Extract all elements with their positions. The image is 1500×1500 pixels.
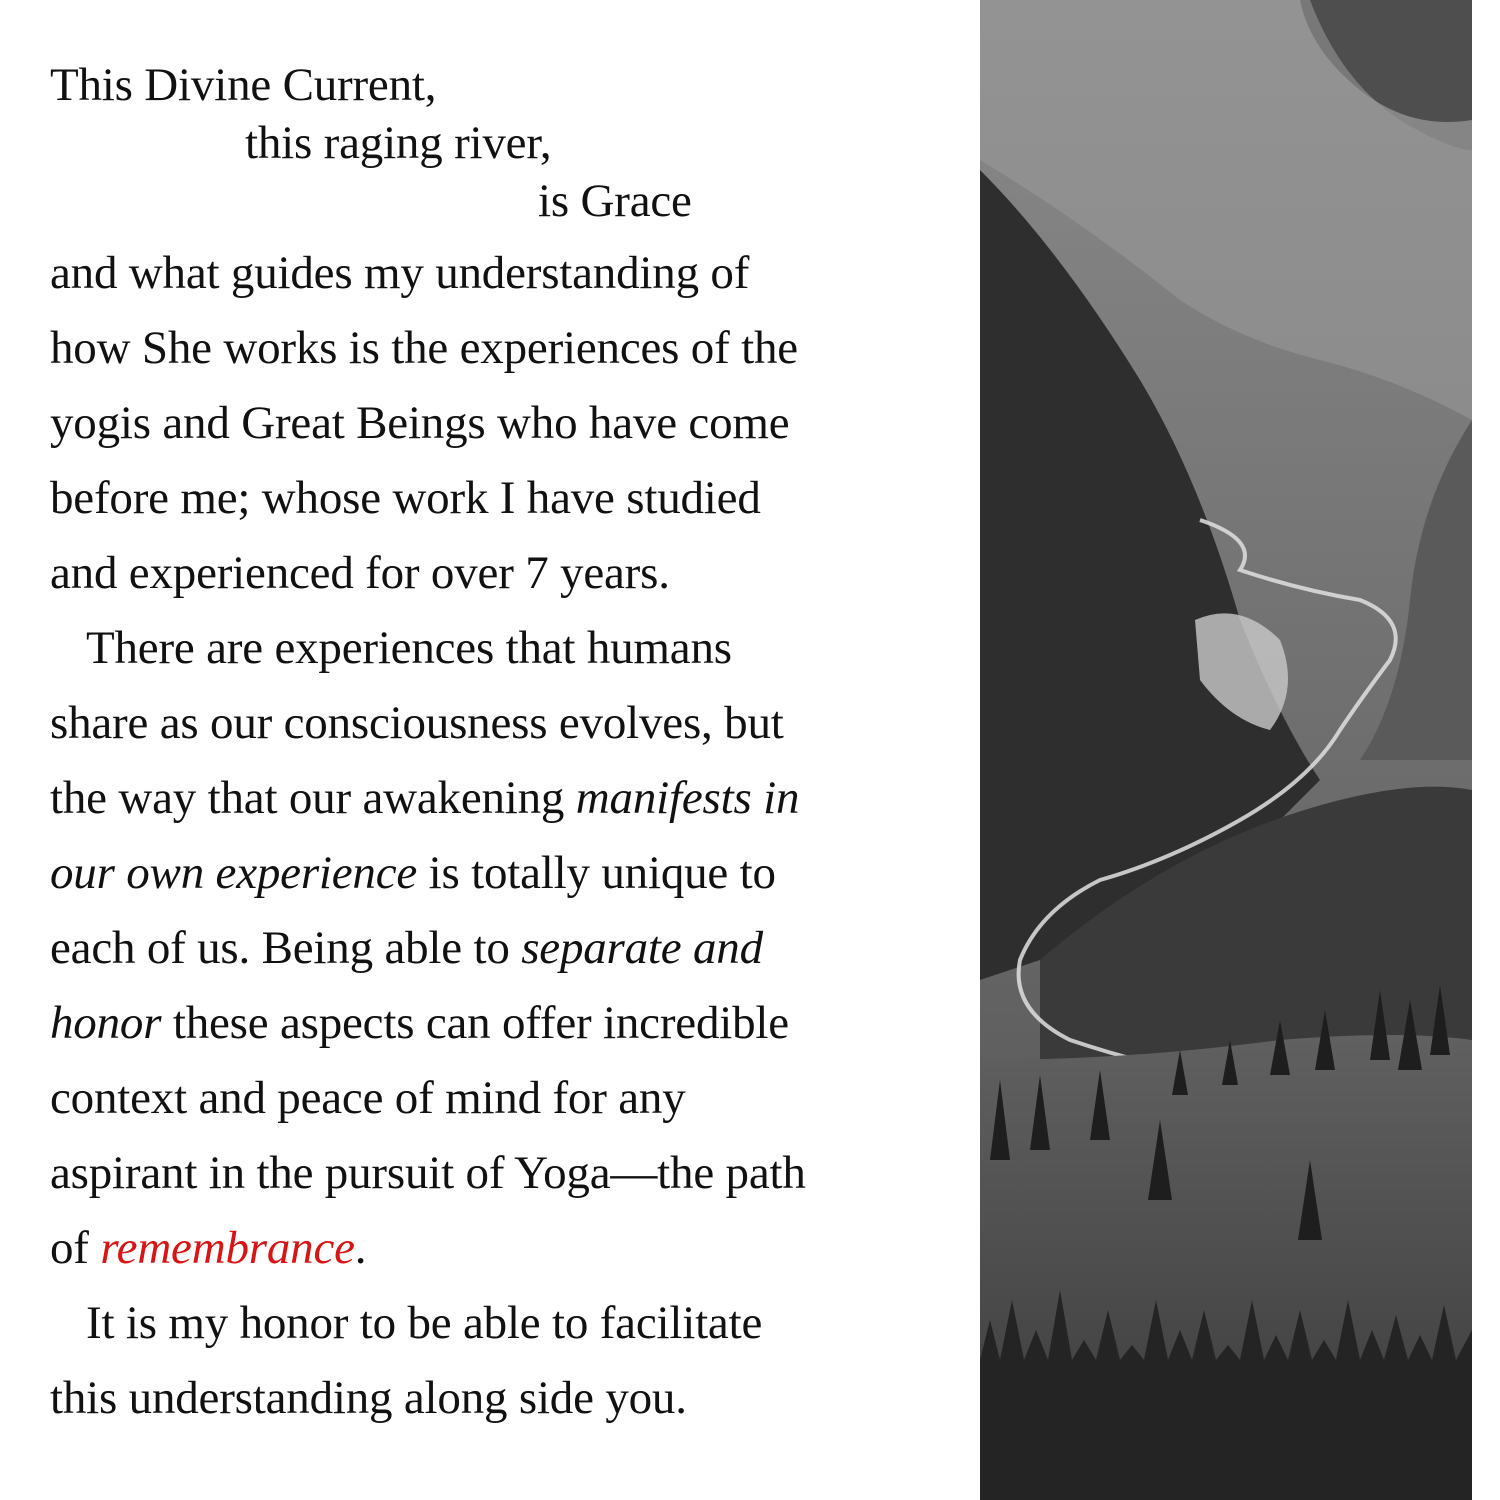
text-column [50, 56, 950, 1436]
para1-line-2: how She works is the experiences of the [50, 322, 798, 374]
mountain-valley-photo [980, 0, 1472, 1500]
emphasis-honor: honor [50, 997, 162, 1049]
heading-line-1: This Divine Current, [50, 59, 437, 111]
para2-line-5-text: each of us. Being able to [50, 922, 522, 974]
para2-line-9 [50, 1211, 950, 1286]
heading-line-2: this raging river, [245, 117, 552, 169]
paragraph-2 [50, 611, 950, 1286]
paragraph-3 [50, 1286, 950, 1436]
para2-line-6 [50, 986, 950, 1061]
para2-line-3 [50, 761, 950, 836]
para2-line-2: share as our consciousness evolves, but [50, 697, 784, 749]
para2-line-8: aspirant in the pursuit of Yoga—the path [50, 1147, 806, 1199]
para1-line-3: yogis and Great Beings who have come [50, 397, 790, 449]
para2-line-5 [50, 911, 950, 986]
emphasis-manifests: manifests in [575, 772, 800, 824]
poem-heading [50, 56, 950, 230]
para1-line-4: before me; whose work I have studied [50, 472, 761, 524]
emphasis-separate-and: separate and [521, 922, 763, 974]
mountain-valley-photo-icon [980, 0, 1472, 1500]
para1-line-1: and what guides my understanding of [50, 247, 750, 299]
para2-line-3-text: the way that our awakening [50, 772, 576, 824]
para1-line-5: and experienced for over 7 years. [50, 547, 670, 599]
emphasis-own-experience: our own experience [50, 847, 418, 899]
para2-line-4-text: is totally unique to [417, 847, 776, 899]
paragraph-1 [50, 236, 950, 611]
para2-line-6-text: these aspects can offer incredible [161, 997, 789, 1049]
heading-line-3: is Grace [538, 175, 692, 227]
para2-line-7: context and peace of mind for any [50, 1072, 686, 1124]
para2-line-9-text: of [50, 1222, 101, 1274]
para2-line-9-period: . [354, 1222, 367, 1274]
para2-line-4 [50, 836, 950, 911]
accent-remembrance: remembrance [100, 1222, 355, 1274]
para3-line-2: this understanding along side you. [50, 1372, 687, 1424]
para3-line-1: It is my honor to be able to facilitate [86, 1297, 763, 1349]
para2-line-1: There are experiences that humans [86, 622, 732, 674]
